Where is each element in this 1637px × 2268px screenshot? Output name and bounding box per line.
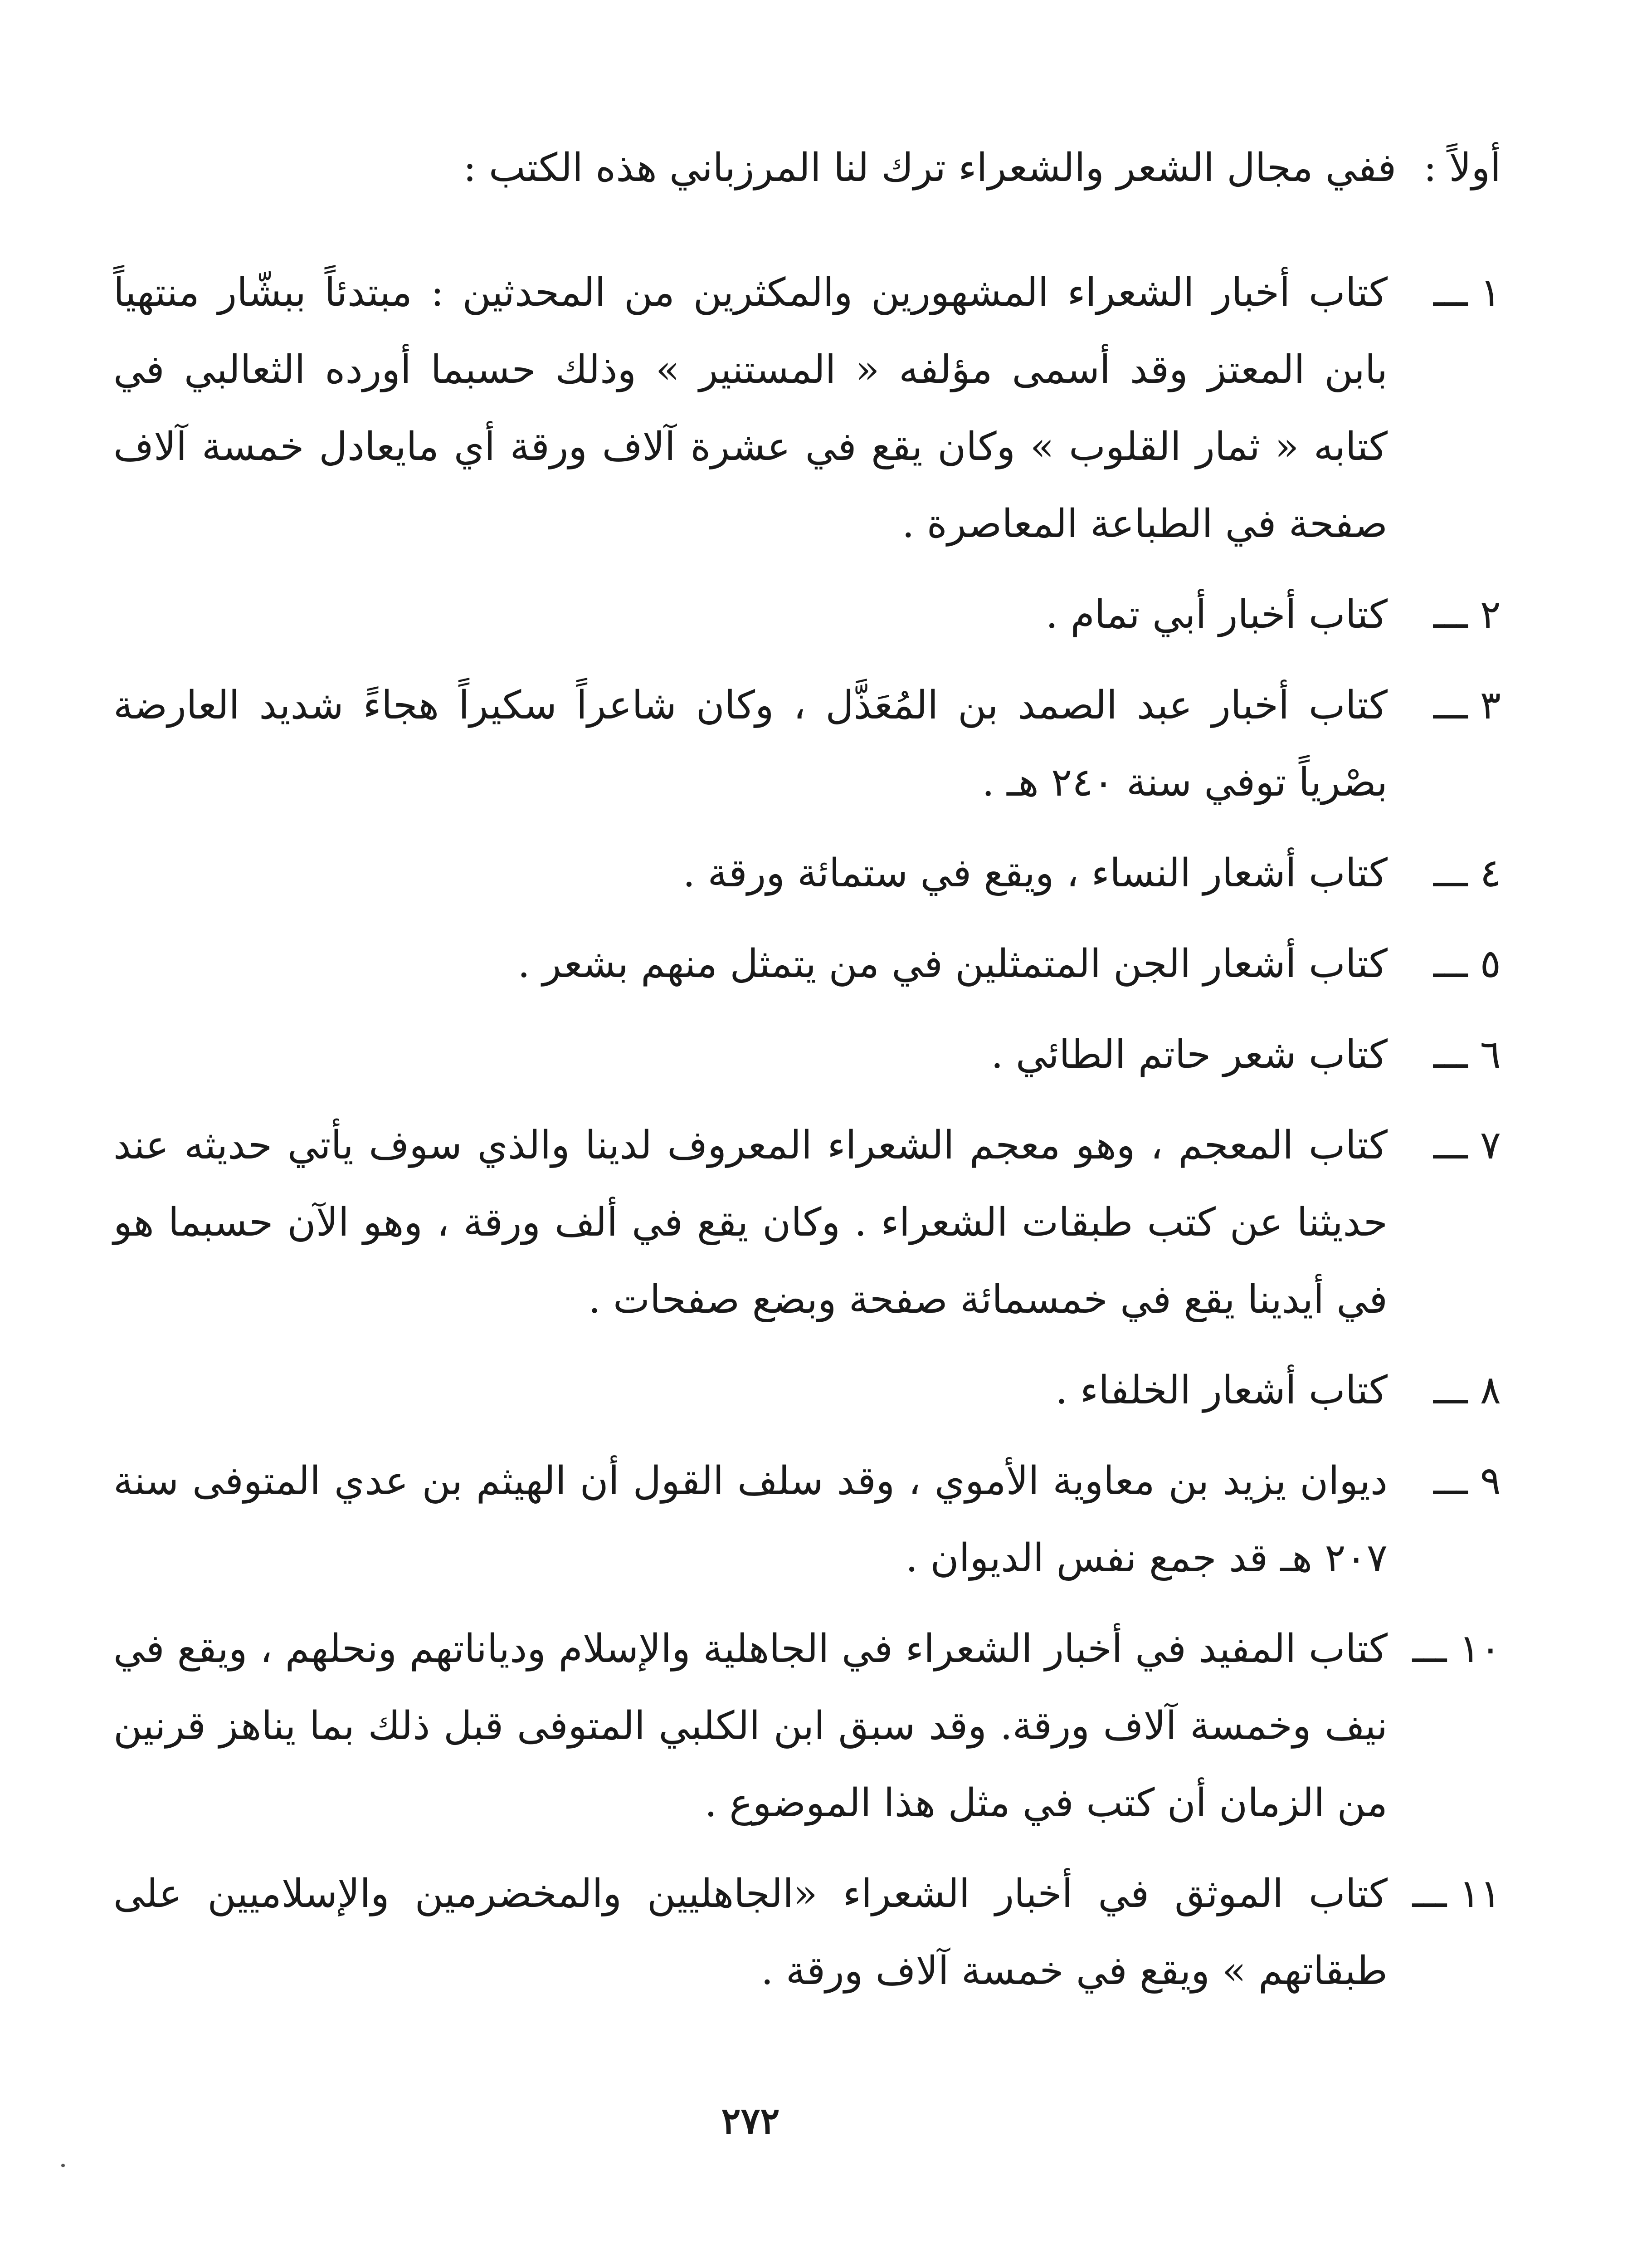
item-text: كتاب المفيد في أخبار الشعراء في الجاهلية والإسلام ودياناتهم ونحلهم ، ويقع في نيف وخمسة آلاف ورقة. وقد سبق ابن الكلبي المتوفى قبل ذلك بما يناهز قرنين من الزمان أن كتب في مثل هذا الموضوع .: [113, 1626, 1388, 1826]
item-number: ٩ ـــ: [1433, 1458, 1501, 1504]
list-item: [113, 1352, 1501, 1429]
item-text: كتاب شعر حاتم الطائي .: [991, 1032, 1388, 1077]
list-item: [113, 1610, 1501, 1842]
page-number: ٢٧٢: [721, 2099, 780, 2142]
item-number: ١٠ ـــ: [1412, 1626, 1501, 1672]
item-number: ٨ ـــ: [1433, 1368, 1501, 1413]
heading-text: ففي مجال الشعر والشعراء ترك لنا المرزباني هذه الكتب :: [463, 145, 1397, 191]
list-item: [113, 254, 1501, 562]
list-item: [113, 1442, 1501, 1597]
item-number: ٥ ـــ: [1433, 941, 1501, 987]
item-text: كتاب المعجم ، وهو معجم الشعراء المعروف لدينا والذي سوف يأتي حديثه عند حديثنا عن كتب طبقات الشعراء . وكان يقع في ألف ورقة ، وهو الآن حسبما هو في أيدينا يقع في خمسمائة صفحة وبضع صفحات .: [113, 1123, 1388, 1322]
list-item: [113, 1107, 1501, 1338]
list-item: [113, 1016, 1501, 1093]
list-item: [113, 667, 1501, 821]
item-number: ٧ ـــ: [1433, 1123, 1501, 1168]
item-text: كتاب أخبار الشعراء المشهورين والمكثرين من المحدثين : مبتدئاً ببشّار منتهياً بابن المعتز وقد أسمى مؤلفه « المستنير » وذلك حسبما أورده الثعالبي في كتابه « ثمار القلوب » وكان يقع في عشرة آلاف ورقة أي مايعادل خمسة آلاف صفحة في الطباعة المعاصرة .: [113, 270, 1388, 547]
item-text: كتاب أخبار أبي تمام .: [1045, 592, 1388, 637]
list-item: [113, 1855, 1501, 2009]
item-number: ٤ ـــ: [1433, 850, 1501, 896]
item-number: ١ ـــ: [1433, 270, 1501, 315]
book-list: [113, 254, 1501, 2023]
item-text: كتاب أشعار الجن المتمثلين في من يتمثل منهم بشعر .: [517, 941, 1388, 987]
item-text: كتاب الموثق في أخبار الشعراء «الجاهليين والمخضرمين والإسلاميين على طبقاتهم » ويقع في خمسة آلاف ورقة .: [113, 1871, 1388, 1994]
item-text: كتاب أشعار الخلفاء .: [1055, 1368, 1388, 1413]
item-number: ٦ ـــ: [1433, 1032, 1501, 1077]
item-number: ٢ ـــ: [1433, 592, 1501, 637]
item-text: كتاب أشعار النساء ، ويقع في ستمائة ورقة .: [682, 850, 1388, 896]
item-number: ١١ ـــ: [1412, 1871, 1501, 1916]
item-text: ديوان يزيد بن معاوية الأموي ، وقد سلف القول أن الهيثم بن عدي المتوفى سنة ٢٠٧ هـ قد جمع نفس الديوان .: [113, 1458, 1388, 1581]
item-number: ٣ ـــ: [1433, 683, 1501, 728]
list-item: [113, 576, 1501, 653]
list-item: [113, 835, 1501, 912]
section-heading: [186, 136, 1501, 200]
item-text: كتاب أخبار عبد الصمد بن المُعَذَّل ، وكان شاعراً سكيراً هجاءً شديد العارضة بصْرياً توفي سنة ٢٤٠ هـ .: [113, 683, 1388, 805]
heading-ordinal: أولاً :: [1423, 145, 1501, 191]
scan-speck: [61, 2164, 65, 2167]
list-item: [113, 925, 1501, 1002]
